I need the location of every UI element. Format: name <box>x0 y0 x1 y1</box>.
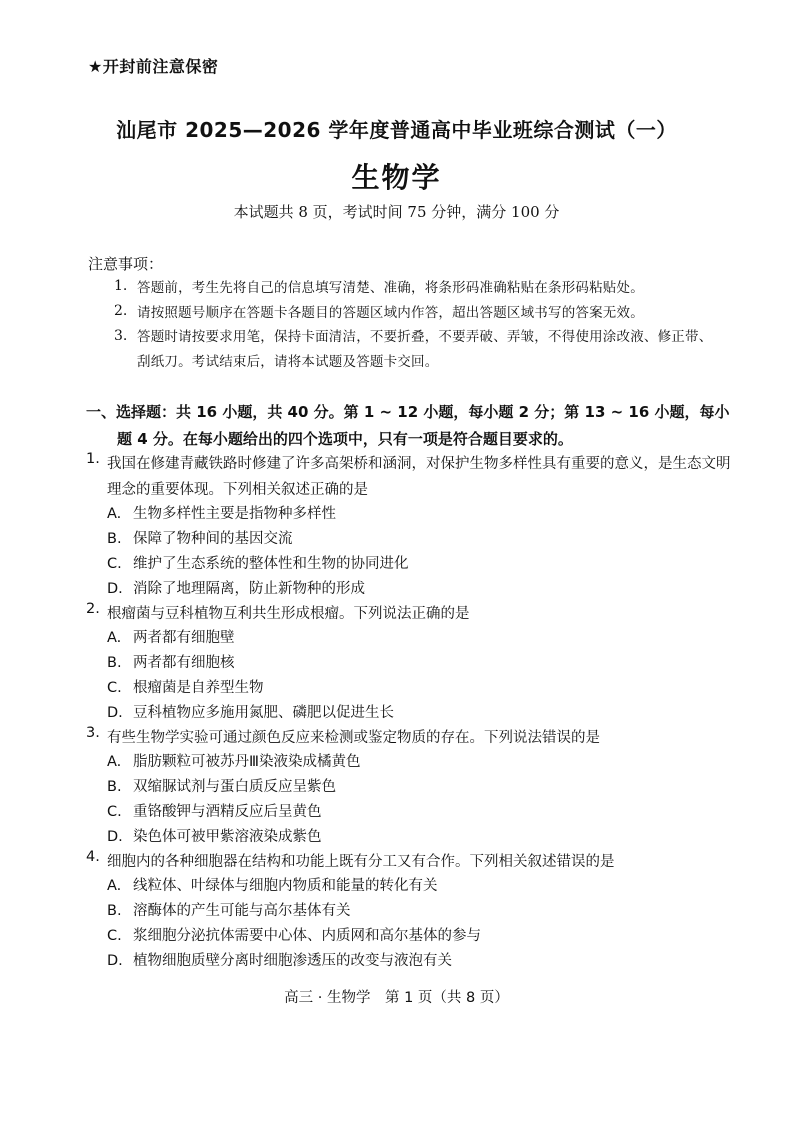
option-letter: B. <box>107 655 122 671</box>
notice-heading: 注意事项： <box>88 255 164 273</box>
exam-info: 本试题共 8 页，考试时间 75 分钟，满分 100 分 <box>233 203 560 221</box>
notice-item-number: 1. <box>114 278 128 294</box>
question-stem: 细胞内的各种细胞器在结构和功能上既有分工又有合作。下列相关叙述错误的是 <box>107 854 615 870</box>
question-option <box>107 651 235 672</box>
option-letter: C. <box>107 556 122 572</box>
section-heading: 一、选择题：共 16 小题，共 40 分。第 1 ~ 12 小题，每小题 2 分；第 13 ~ 16 小题，每小题 4 分。在每小题给出的四个选项中，只有一项是符合题目要求的。 <box>86 403 730 448</box>
notice-item-number: 2. <box>114 303 128 319</box>
option-letter: C. <box>107 804 122 820</box>
option-text: 消除了地理隔离，防止新物种的形成 <box>133 581 365 597</box>
question-option <box>107 527 293 548</box>
page-footer: 高三 · 生物学 第 1 页（共 8 页） <box>284 990 509 1006</box>
option-text: 染色体可被甲紫溶液染成紫色 <box>133 829 322 845</box>
option-text: 线粒体、叶绿体与细胞内物质和能量的转化有关 <box>133 878 438 894</box>
option-text: 重铬酸钾与酒精反应后呈黄色 <box>133 804 322 820</box>
option-letter: D. <box>107 581 123 597</box>
notice-item-text: 请按照题号顺序在答题卡各题目的答题区域内作答，超出答题区域书写的答案无效。 <box>137 305 644 321</box>
question-option <box>107 502 336 523</box>
option-letter: B. <box>107 779 122 795</box>
subject-title: 生物学 <box>351 161 442 194</box>
question-option <box>107 949 452 970</box>
question-stem: 我国在修建青藏铁路时修建了许多高架桥和涵洞，对保护生物多样性具有重要的意义，是生态文明理念的重要体现。下列相关叙述正确的是 <box>107 456 731 498</box>
notice-item-number: 3. <box>114 328 128 344</box>
option-text: 保障了物种间的基因交流 <box>133 531 293 547</box>
question-option <box>107 874 438 895</box>
option-text: 豆科植物应多施用氮肥、磷肥以促进生长 <box>133 705 394 721</box>
question-stem: 根瘤菌与豆科植物互利共生形成根瘤。下列说法正确的是 <box>107 606 470 622</box>
option-text: 生物多样性主要是指物种多样性 <box>133 506 336 522</box>
option-letter: D. <box>107 829 123 845</box>
option-text: 溶酶体的产生可能与高尔基体有关 <box>133 903 351 919</box>
option-letter: A. <box>107 506 122 522</box>
question-stem: 有些生物学实验可通过颜色反应来检测或鉴定物质的存在。下列说法错误的是 <box>107 730 600 746</box>
notice-item-text: 答题前，考生先将自己的信息填写清楚、准确，将条形码准确粘贴在条形码粘贴处。 <box>137 280 644 296</box>
confidential-notice: ★开封前注意保密 <box>88 57 219 76</box>
exam-title: 汕尾市 2025—2026 学年度普通高中毕业班综合测试（一） <box>116 118 677 142</box>
question-option <box>107 800 322 821</box>
question-option <box>107 552 409 573</box>
option-letter: D. <box>107 705 123 721</box>
question-option <box>107 676 264 697</box>
option-letter: C. <box>107 928 122 944</box>
question-option <box>107 577 365 598</box>
option-text: 两者都有细胞核 <box>133 655 235 671</box>
option-text: 浆细胞分泌抗体需要中心体、内质网和高尔基体的参与 <box>133 928 481 944</box>
option-letter: A. <box>107 630 122 646</box>
question-option <box>107 750 361 771</box>
option-letter: A. <box>107 878 122 894</box>
option-letter: C. <box>107 680 122 696</box>
option-text: 植物细胞质壁分离时细胞渗透压的改变与液泡有关 <box>133 953 452 969</box>
question-option <box>107 626 235 647</box>
question-option <box>107 775 336 796</box>
option-text: 维护了生态系统的整体性和生物的协同进化 <box>133 556 409 572</box>
question-option <box>107 899 351 920</box>
option-letter: A. <box>107 754 122 770</box>
option-letter: B. <box>107 531 122 547</box>
option-text: 双缩脲试剂与蛋白质反应呈紫色 <box>133 779 336 795</box>
question-number: 4. <box>86 849 100 865</box>
question-number: 2. <box>86 601 100 617</box>
option-text: 根瘤菌是自养型生物 <box>133 680 264 696</box>
question-option <box>107 825 322 846</box>
question-option <box>107 924 481 945</box>
option-letter: B. <box>107 903 122 919</box>
option-text: 两者都有细胞壁 <box>133 630 235 646</box>
question-option <box>107 701 394 722</box>
question-number: 1. <box>86 451 100 467</box>
option-text: 脂肪颗粒可被苏丹Ⅲ染液染成橘黄色 <box>133 754 361 770</box>
question-number: 3. <box>86 725 100 741</box>
notice-item-text: 答题时请按要求用笔，保持卡面清洁，不要折叠，不要弄破、弄皱，不得使用涂改液、修正带、刮纸刀。考试结束后，请将本试题及答题卡交回。 <box>137 329 713 370</box>
option-letter: D. <box>107 953 123 969</box>
